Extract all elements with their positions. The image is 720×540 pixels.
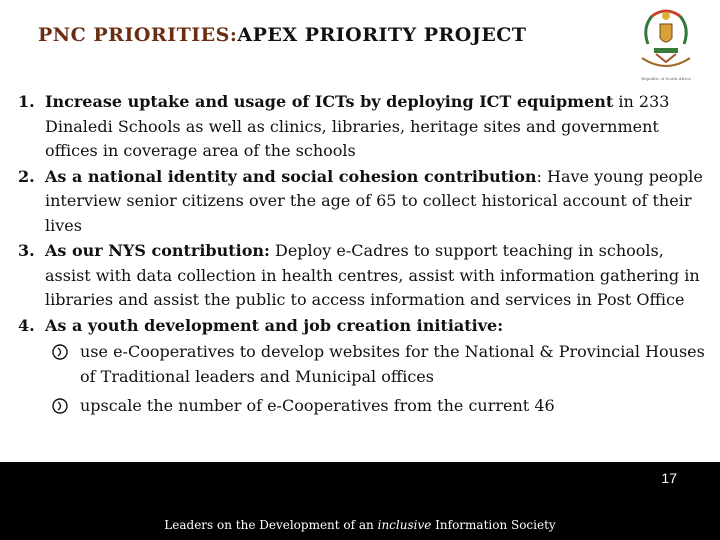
sub-list-item xyxy=(18,340,708,389)
footer-text-end: Information Society xyxy=(431,518,556,532)
title-prefix: PNC PRIORITIES: xyxy=(38,24,238,46)
item-lead: Increase uptake and usage of ICTs by deploying ICT equipment xyxy=(45,92,614,111)
footer-text-emphasis: inclusive xyxy=(377,518,432,532)
item-lead: As our NYS contribution: xyxy=(45,241,270,260)
item-text: Deploy e-Cadres to support teaching in schools, assist with data collection in health centres, assist with information gathering in libraries and assist the public to access information and services in Post Office xyxy=(45,241,700,309)
coat-of-arms-icon xyxy=(634,4,698,76)
priority-list xyxy=(18,90,708,424)
footer-bar xyxy=(0,462,720,540)
item-number: 1. xyxy=(18,92,35,111)
item-number: 2. xyxy=(18,166,35,186)
item-text: in 233 Dinaledi Schools as well as clinics, libraries, heritage sites and government offices in coverage area of the schools xyxy=(45,92,670,160)
item-text: : Have young people interview senior citizens over the age of 65 to collect historical account of their lives xyxy=(45,166,703,235)
item-lead: As a youth development and job creation initiative: xyxy=(45,315,504,335)
page-number: 17 xyxy=(661,470,677,486)
list-item xyxy=(18,314,708,339)
bullet-icon xyxy=(51,397,69,415)
item-number: 3. xyxy=(18,241,35,260)
logo-caption: Republic of South Africa xyxy=(641,76,691,81)
bullet-icon xyxy=(51,343,69,361)
title-main: APEX PRIORITY PROJECT xyxy=(237,24,527,46)
slide-title xyxy=(38,24,527,46)
sub-list-item xyxy=(18,394,708,419)
footer-text-start: Leaders on the Development of an xyxy=(164,518,378,532)
sub-item-text: use e-Cooperatives to develop websites for the National & Provincial Houses of Traditional leaders and Municipal offices xyxy=(80,342,705,386)
sub-item-text: upscale the number of e-Cooperatives from the current 46 xyxy=(80,396,555,415)
list-item xyxy=(18,90,708,164)
item-lead: As a national identity and social cohesion contribution xyxy=(45,166,537,186)
list-item xyxy=(18,165,708,239)
list-item xyxy=(18,239,708,313)
footer-text xyxy=(0,518,720,532)
coat-of-arms-logo xyxy=(634,4,698,84)
item-number: 4. xyxy=(18,315,35,335)
